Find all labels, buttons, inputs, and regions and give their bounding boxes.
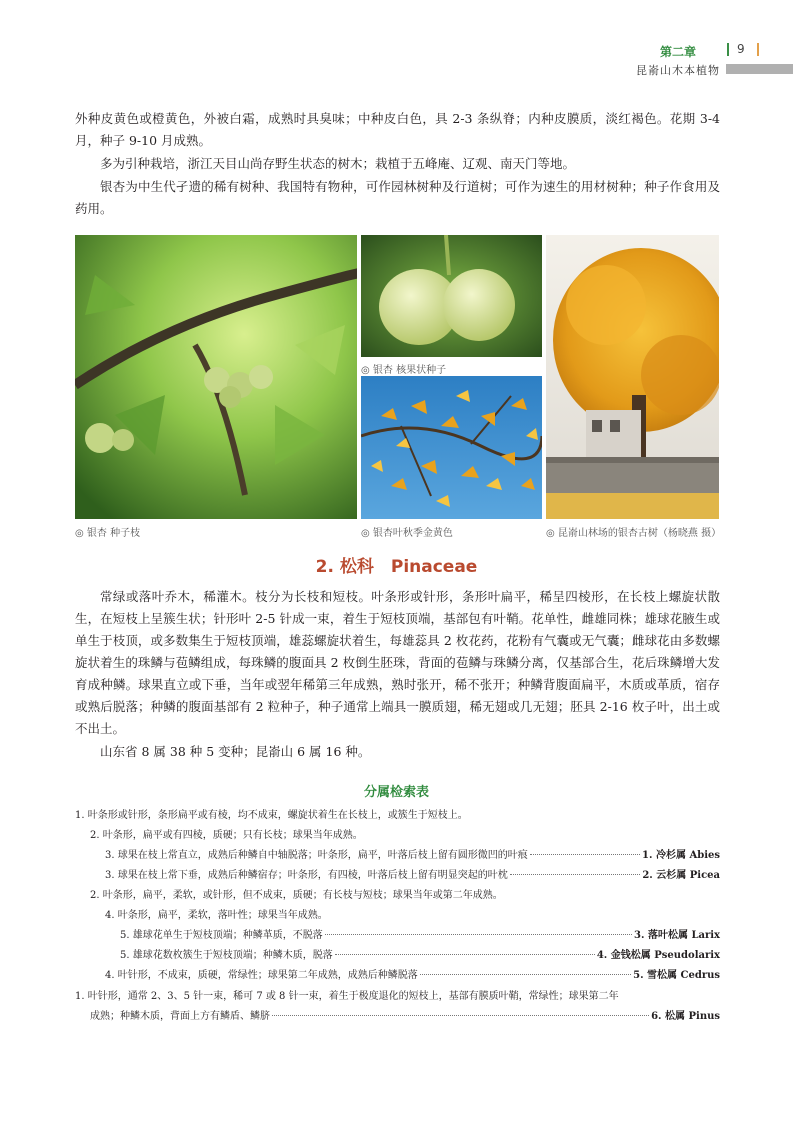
- book-title: 昆嵛山木本植物: [636, 64, 720, 77]
- key-line-4-text: 3. 球果在枝上常下垂，成熟后种鳞宿存；叶条形，有四棱，叶落后枝上留有明显突起的叶枕: [105, 870, 508, 881]
- leader-dots: [335, 954, 595, 955]
- key-line-9: [105, 968, 720, 984]
- caption-autumn-leaves: ◎ 银杏叶秋季金黄色: [361, 528, 453, 539]
- key-line-9-text: 4. 叶针形，不成束，质硬，常绿性；球果第二年成熟，成熟后种鳞脱落: [105, 970, 418, 981]
- genus-larix: 3. 落叶松属 Larix: [634, 930, 720, 941]
- genus-cedrus: 5. 雪松属 Cedrus: [633, 970, 720, 981]
- key-line-5: 2. 叶条形，扁平，柔软，或针形，但不成束，质硬；有长枝与短枝；球果当年或第二年成熟。: [90, 890, 503, 901]
- key-line-2: 2. 叶条形，扁平或有四棱，质硬；只有长枝；球果当年成熟。: [90, 830, 363, 841]
- header-accent: [757, 43, 759, 56]
- family-description: 常绿或落叶乔木，稀灌木。枝分为长枝和短枝。叶条形或针形，条形叶扁平，稀呈四棱形，在长枝上螺旋状散生，在短枝上呈簇生状；针形叶 2-5 针成一束，着生于短枝顶端，基部包有叶鞘。花单性，雌雄同株；雄球花腋生或单生于枝顶，或多数集生于短枝顶端，雄蕊螺旋状着生，每雄蕊具 2 枚花药，花粉有气囊或无气囊；雌球花由多数螺旋状着生的珠鳞与苞鳞组成，每珠鳞的腹面具 2 枚倒生胚珠，背面的苞鳞与珠鳞分离，仅基部合生，花后珠鳞增大发育成种鳞。球果直立或下垂，当年或翌年稀第三年成熟，熟时张开，稀不张开；种鳞背腹面扁平，木质或革质，宿存或熟后脱落；种鳞的腹面基部有 2 粒种子，种子通常上端具一膜质翅，稀无翅或几无翅；胚具 2-16 枚子叶，出土或不出土。: [75, 589, 720, 736]
- leader-dots: [325, 934, 632, 935]
- key-line-6: 4. 叶条形，扁平，柔软，落叶性；球果当年成熟。: [105, 910, 328, 921]
- leader-dots: [530, 854, 640, 855]
- header-divider: [727, 43, 729, 56]
- chapter-label: 第二章: [660, 45, 697, 59]
- genus-pinus: 6. 松属 Pinus: [651, 1011, 720, 1022]
- leader-dots: [420, 974, 631, 975]
- leader-dots: [510, 874, 641, 875]
- key-line-8: [120, 948, 720, 964]
- genus-abies: 1. 冷杉属 Abies: [642, 850, 720, 861]
- intro-paragraph-3: 银杏为中生代孑遗的稀有树种、我国特有物种，可作园林树种及行道树；可作为速生的用材树种；种子作食用及药用。: [75, 179, 720, 216]
- caption-old-tree: ◎ 昆嵛山林场的银杏古树（杨晓燕 摄）: [546, 528, 722, 539]
- key-line-7-text: 5. 雄球花单生于短枝顶端；种鳞革质，不脱落: [120, 930, 323, 941]
- page-number: 9: [737, 42, 745, 56]
- section-title: 2. 松科 Pinaceae: [315, 557, 478, 577]
- caption-drupe-seed: ◎ 银杏 核果状种子: [361, 365, 447, 376]
- photo-seed-branch: [75, 235, 357, 519]
- leader-dots: [272, 1015, 649, 1016]
- key-title: 分属检索表: [363, 785, 429, 800]
- key-line-4: [105, 868, 720, 884]
- key-line-3: [105, 848, 720, 864]
- key-line-7: [120, 928, 720, 944]
- distribution-text: 山东省 8 属 38 种 5 变种；昆嵛山 6 属 16 种。: [100, 744, 371, 759]
- photo-old-tree: [546, 235, 719, 519]
- intro-paragraph-2: 多为引种栽培，浙江天目山尚存野生状态的树木；栽植于五峰庵、辽观、南天门等地。: [100, 156, 576, 171]
- genus-picea: 2. 云杉属 Picea: [642, 870, 720, 881]
- key-line-10: 1. 叶针形，通常 2、3、5 针一束，稀可 7 或 8 针一束，着生于极度退化的短枝上，基部有膜质叶鞘，常绿性；球果第二年: [75, 991, 619, 1002]
- key-line-8-text: 5. 雄球花数枚簇生于短枝顶端；种鳞木质，脱落: [120, 950, 333, 961]
- key-line-11: [90, 1009, 720, 1025]
- caption-seed-branch: ◎ 银杏 种子枝: [75, 528, 141, 539]
- photo-drupe-seed: [361, 235, 542, 357]
- key-line-11-text: 成熟；种鳞木质，背面上方有鳞盾、鳞脐: [90, 1011, 270, 1022]
- header-bar: [726, 64, 793, 74]
- intro-paragraph-1: 外种皮黄色或橙黄色，外被白霜，成熟时具臭味；中种皮白色，具 2-3 条纵脊；内种皮膜质，淡红褐色。花期 3-4 月，种子 9-10 月成熟。: [75, 111, 720, 148]
- photo-autumn-leaves: [361, 376, 542, 519]
- key-line-1: 1. 叶条形或针形，条形扁平或有棱，均不成束，螺旋状着生在长枝上，或簇生于短枝上。: [75, 810, 468, 821]
- key-line-3-text: 3. 球果在枝上常直立，成熟后种鳞自中轴脱落；叶条形，扁平，叶落后枝上留有圆形微凹的叶痕: [105, 850, 528, 861]
- genus-pseudolarix: 4. 金钱松属 Pseudolarix: [596, 950, 720, 961]
